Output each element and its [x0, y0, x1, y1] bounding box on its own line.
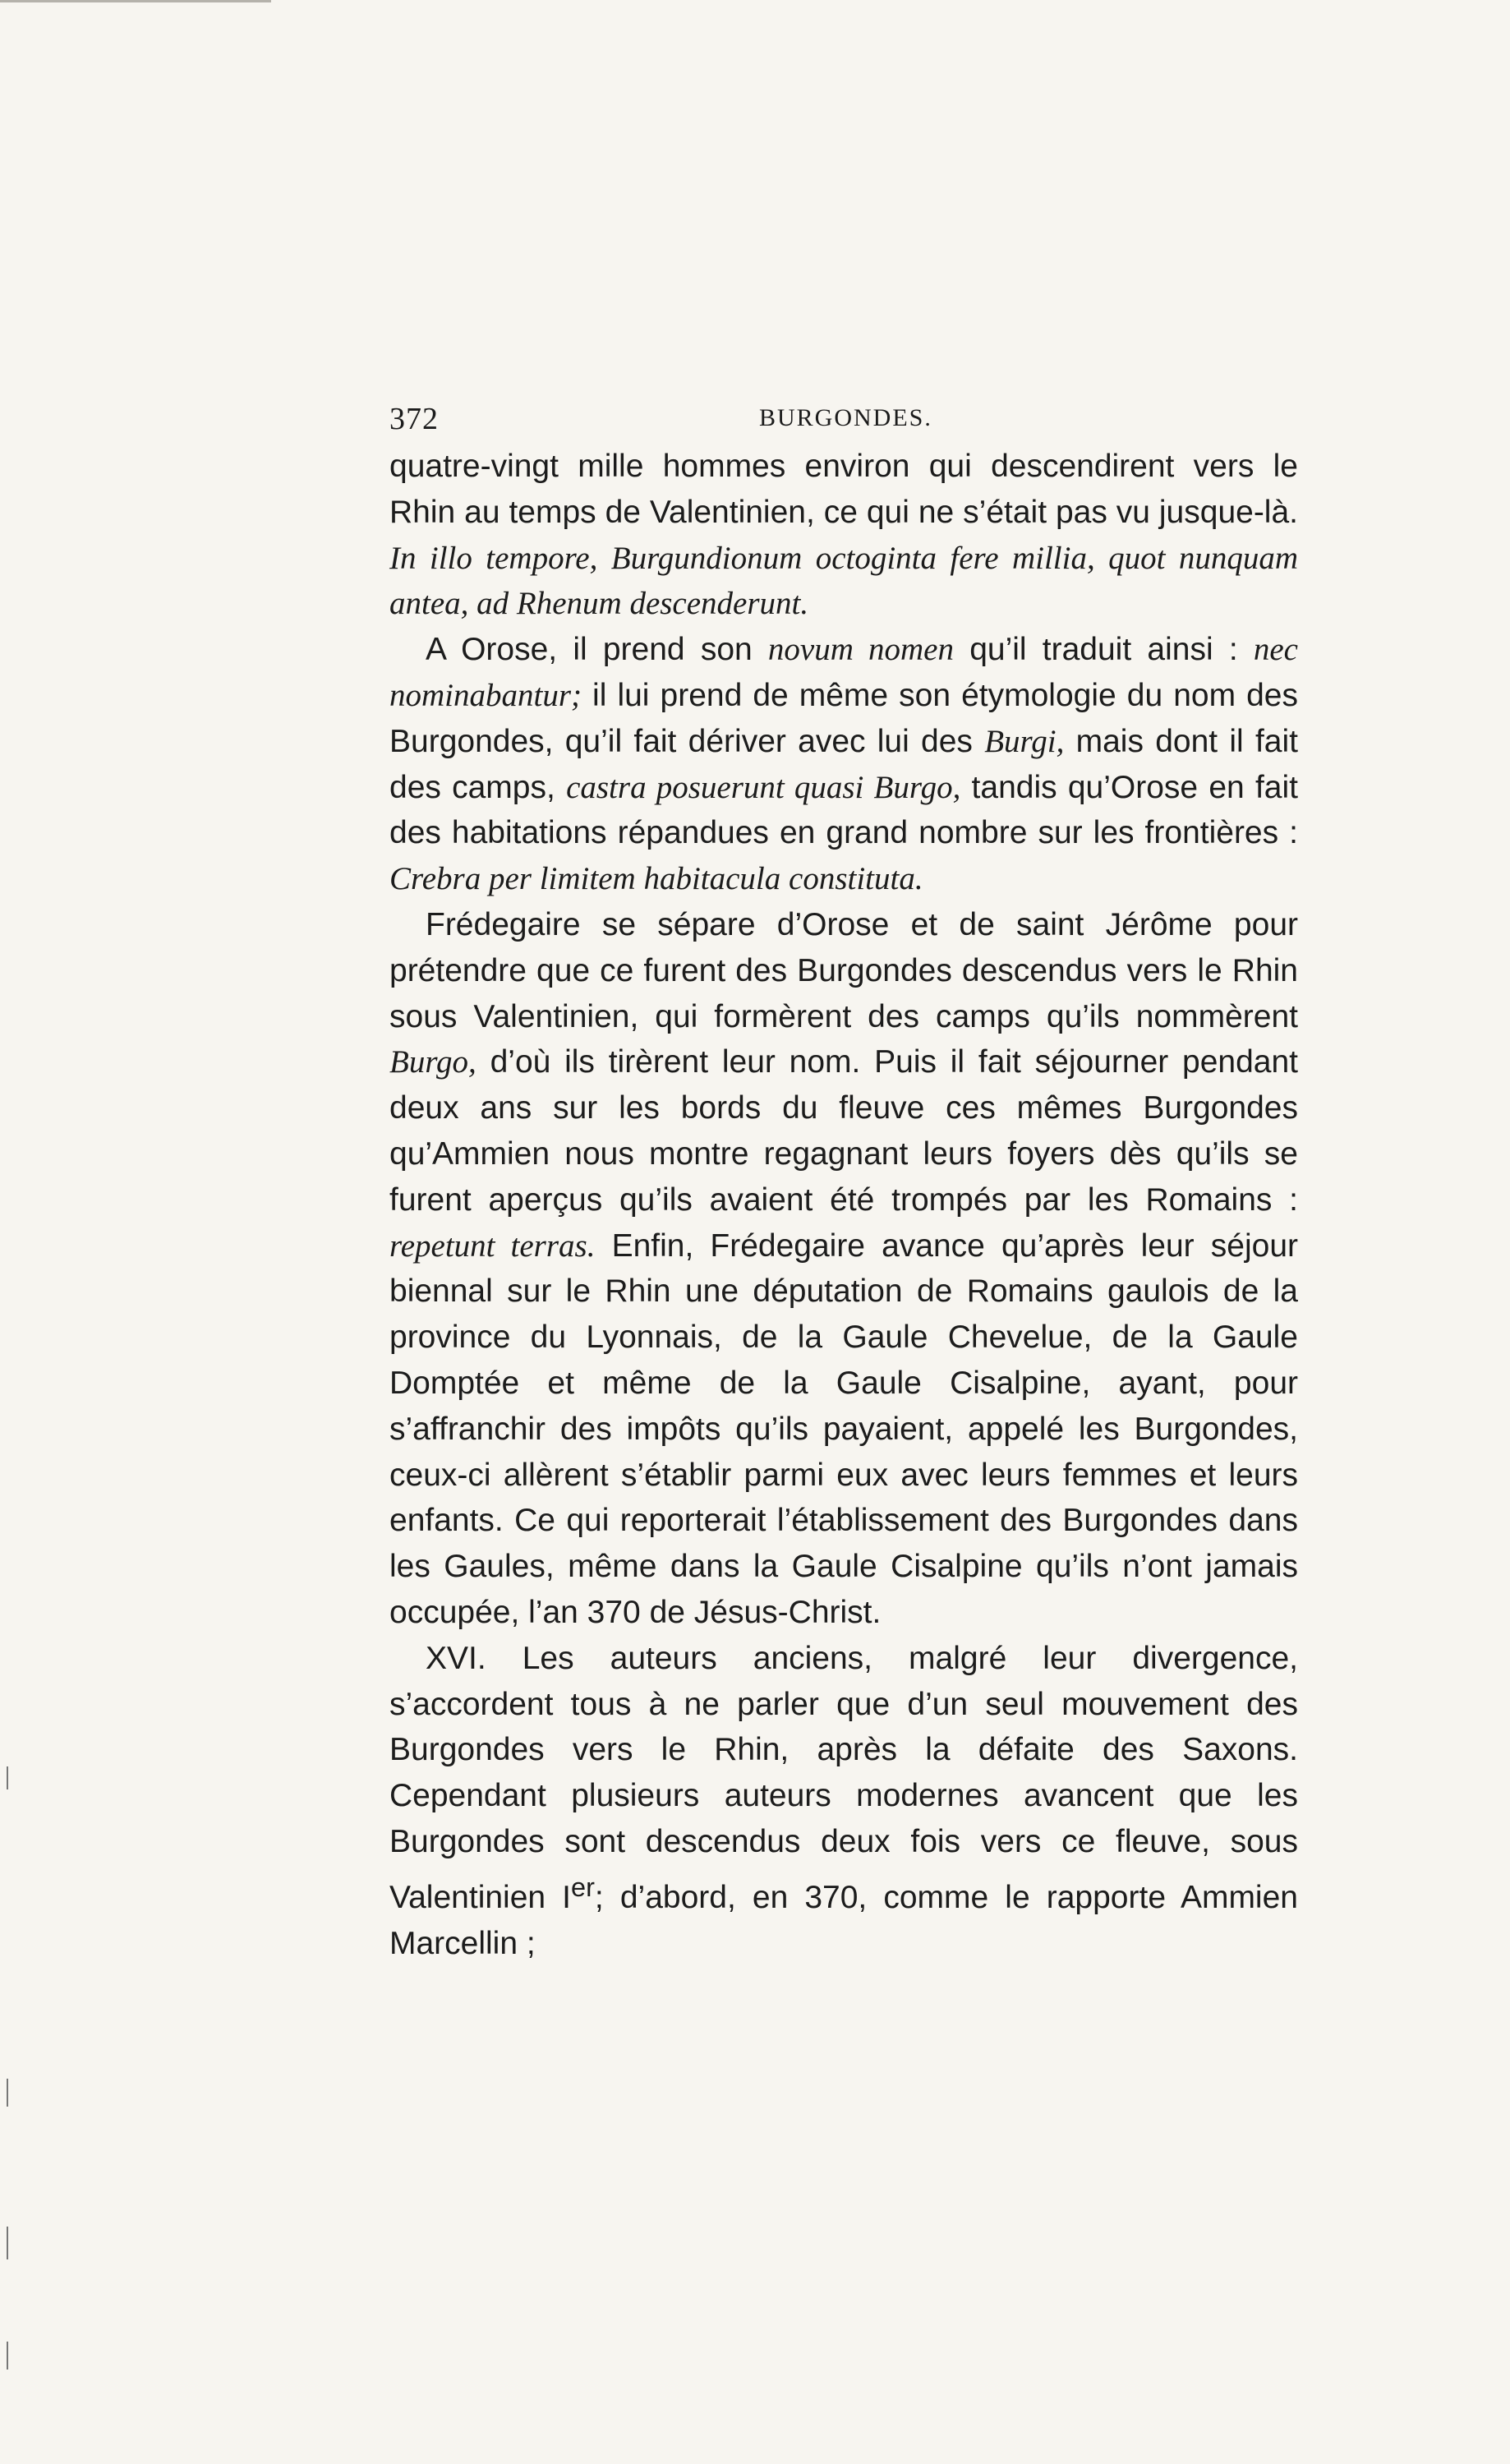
book-page: [389, 398, 1298, 1966]
paragraph: [389, 1636, 1298, 1967]
latin-quote: repetunt terras.: [389, 1227, 596, 1264]
margin-mark: [7, 2079, 8, 2107]
text-run: A Orose, il prend son: [426, 632, 768, 668]
page-number: 372: [389, 402, 439, 436]
text-run: XVI. Les auteurs anciens, malgré leur divergence, s’accordent tous à ne parler que d’un seul mouvement des Burgondes vers le Rhin, après la défaite des Saxons. Cependant plusieurs auteurs modernes avancent que les Burgondes sont descendus deux fois vers ce fleuve, sous Valentinien I: [389, 1640, 1298, 1915]
latin-quote: Burgo,: [389, 1044, 476, 1080]
paragraph: [389, 902, 1298, 1636]
top-edge-rule: [0, 0, 271, 2]
text-run: ; d’abord, en 370, comme le rapporte Ammien Marcellin ;: [389, 1879, 1298, 1961]
latin-quote: nec nominabantur;: [389, 632, 1298, 713]
body-text: [389, 444, 1298, 1966]
running-head: [389, 398, 1298, 444]
text-run: quatre-vingt mille hommes environ qui descendirent vers le Rhin au temps de Valentinien, ce qui ne s’était pas vu jusque-là.: [389, 449, 1298, 530]
text-run: il lui prend de même son étymologie du nom des Burgondes, qu’il fait dériver avec lui des: [389, 677, 1298, 759]
margin-mark: [7, 2227, 8, 2259]
text-run: mais dont il fait des camps,: [389, 723, 1298, 805]
text-run: Frédegaire se sépare d’Orose et de saint Jérôme pour prétendre que ce furent des Burgondes descendus vers le Rhin sous Valentinien, qui formèrent des camps qu’ils nommèrent: [389, 906, 1298, 1034]
text-run: d’où ils tirèrent leur nom. Puis il fait séjourner pendant deux ans sur les bords du fleuve ces mêmes Burgondes qu’Ammien nous montre regagnant leurs foyers dès qu’ils se furent aperçus qu’ils avaient été trompés par les Romains :: [389, 1044, 1298, 1218]
text-run: tandis qu’Orose en fait des habitations répandues en grand nombre sur les frontières :: [389, 769, 1298, 851]
latin-quote: Burgi,: [984, 723, 1065, 759]
margin-mark: [7, 2342, 8, 2370]
latin-quote: castra posuerunt quasi Burgo,: [566, 769, 961, 805]
superscript: er: [571, 1872, 595, 1902]
running-head-title: BURGONDES.: [759, 404, 932, 431]
margin-mark: [7, 1766, 8, 1789]
paragraph: [389, 444, 1298, 627]
latin-quote: In illo tempore, Burgundionum octoginta fere millia, quot nunquam antea, ad Rhenum descenderunt.: [389, 540, 1298, 622]
latin-quote: novum nomen: [767, 632, 954, 668]
text-run: Enfin, Frédegaire avance qu’après leur séjour biennal sur le Rhin une députation de Romains gaulois de la province du Lyonnais, de la Gaule Chevelue, de la Gaule Domptée et même de la Gaule Cisalpine, ayant, pour s’affranchir des impôts qu’ils payaient, appelé les Burgondes, ceux-ci allèrent s’établir parmi eux avec leurs femmes et leurs enfants. Ce qui reporterait l’établissement des Burgondes dans les Gaules, même dans la Gaule Cisalpine qu’ils n’ont jamais occupée, l’an 370 de Jésus-Christ.: [389, 1227, 1298, 1630]
text-run: qu’il traduit ainsi :: [954, 632, 1254, 668]
paragraph: [389, 627, 1298, 902]
latin-quote: Crebra per limitem habitacula constituta.: [389, 861, 923, 897]
